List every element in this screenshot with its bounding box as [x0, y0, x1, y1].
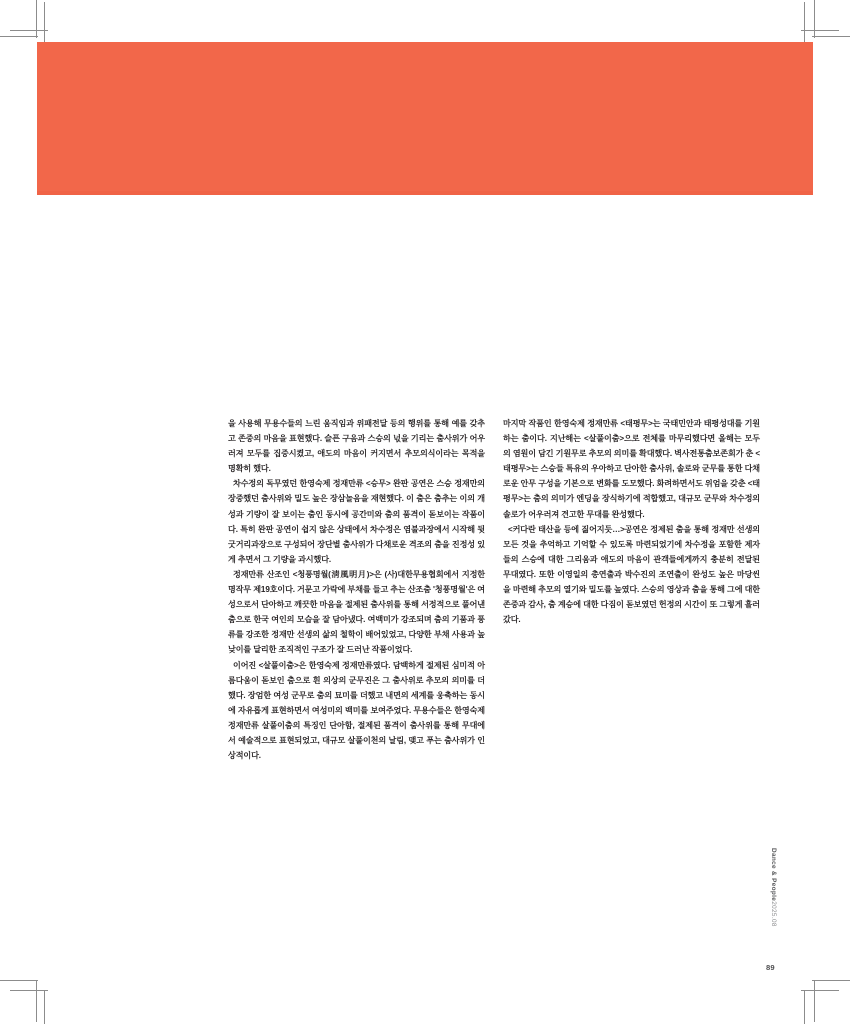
- paragraph: <커다란 태산을 등에 짊어지듯…>공연은 정제된 춤을 통해 정재만 선생의 모든 것을 추억하고 기억할 수 있도록 마련되었기에 차수정을 포함한 제자들의 스승에 대한 그리움과 애도의 마음이 관객들에게까지 충분히 전달된 무대였다. 또한 이영일의 총연출과 박수진의 조연출이 완성도 높은 마당씬을 마련해 추모의 열기와 밀도를 높였다. 스승의 영상과 춤을 통해 그에 대한 존중과 감사, 춤 계승에 대한 다짐이 돋보였던 헌정의 시간이 또 그렇게 흘러갔다.: [503, 524, 760, 625]
- crop-mark-top-right-vertical: [814, 0, 815, 38]
- running-foot-text: [766, 848, 780, 927]
- paragraph: 정재만류 산조인 <청풍명월(淸風明月)>은 (사)대한무용협회에서 지정한 명작무 제19호이다. 거문고 가락에 부채를 들고 추는 산조춤 '청풍명월'은 여성으로서 단아하고 깨끗한 마음을 절제된 춤사위를 통해 서정적으로 풀어낸 춤으로 한국 여인의 모습을 잘 담아냈다. 여백미가 강조되며 춤의 기품과 풍류를 강조한 정재만 선생의 삶의 철학이 배어있었고, 다양한 부채 사용과 높낮이를 달리한 조직적인 구조가 잘 드러난 작품이었다.: [228, 569, 485, 655]
- crop-mark-top-right-horizontal-inner: [801, 30, 839, 31]
- article-body: [228, 416, 761, 763]
- crop-mark-top-left-vertical-inner: [44, 2, 45, 42]
- article-column-left: [228, 416, 485, 763]
- crop-mark-bottom-left-vertical-inner: [44, 990, 45, 1024]
- masthead-band-edge: [37, 191, 813, 195]
- crop-mark-top-right-vertical-inner: [804, 2, 805, 42]
- crop-mark-bottom-left-horizontal: [0, 980, 38, 981]
- masthead-color-band: [37, 42, 813, 195]
- crop-mark-bottom-right-vertical-inner: [804, 990, 805, 1024]
- crop-mark-bottom-left-horizontal-inner: [10, 990, 48, 991]
- paragraph: 을 사용해 무용수들의 느린 움직임과 위패전달 등의 행위를 통해 예를 갖추고 존중의 마음을 표현했다. 슬픈 구음과 스승의 넋을 기리는 춤사위가 어우러져 모두를 집중시켰고, 애도의 마음이 커지면서 추모의식이라는 목적을 명확히 했다.: [228, 419, 485, 474]
- crop-mark-bottom-right-vertical: [814, 980, 815, 1022]
- crop-mark-top-right-horizontal: [812, 36, 850, 37]
- crop-mark-bottom-left-vertical: [36, 980, 37, 1022]
- crop-mark-top-left-vertical: [36, 0, 37, 38]
- paragraph: 이어진 <살풀이춤>은 한영숙제 정재만류였다. 담백하게 절제된 심미적 아름다움이 돋보인 춤으로 흰 의상의 군무진은 그 춤사위로 추모의 의미를 더했다. 장엄한 여성 군무로 춤의 묘미를 더했고 내면의 세계를 웅축하는 동시에 자유롭게 표현하면서 여성미의 백미를 보여주었다. 무용수들은 한영숙제 정재만류 살풀이춤의 특징인 단아함, 절제된 품격이 춤사위를 통해 무대에서 예술적으로 표현되었고, 대규모 살풀이천의 날림, 맺고 푸는 춤사위가 인상적이다.: [228, 660, 485, 761]
- paragraph: 차수정의 독무였던 한영숙제 정재만류 <승무> 완판 공연은 스승 정재만의 장중했던 춤사위와 밀도 높은 장삼놀음을 재현했다. 이 춤은 춤추는 이의 개성과 기량이 잘 보이는 춤인 동시에 공간미와 춤의 품격이 돋보이는 작품이다. 특히 완판 공연이 쉽지 않은 상태에서 차수정은 염불과장에서 시작해 뒷굿거리과장으로 구성되어 장단별 춤사위가 다채로운 격조의 춤을 진정성 있게 추면서 그 기량을 과시했다.: [228, 479, 485, 564]
- paragraph: 마지막 작품인 한영숙제 정재만류 <태평무>는 국태민안과 태평성대를 기원하는 춤이다. 지난해는 <살풀이춤>으로 전체를 마무리했다면 올해는 모두의 염원이 담긴 기원무로 추모의 의미를 확대했다. 벽사전통춤보존회가 춘 <태평무>는 스승들 특유의 우아하고 단아한 춤사위, 솔로와 군무를 통한 다채로운 안무 구성을 기본으로 변화를 도모했다. 화려하면서도 위엄을 갖춘 <태평무>는 춤의 의미가 엔딩을 장식하기에 적합했고, 대규모 군무와 차수정의 솔로가 어우러져 견고한 무대를 완성했다.: [503, 419, 760, 519]
- crop-mark-bottom-right-horizontal-inner: [801, 990, 839, 991]
- crop-mark-top-left-horizontal: [0, 36, 38, 37]
- publication-name: Dance & People: [770, 848, 777, 902]
- issue-date: 2025.08: [770, 901, 777, 927]
- running-foot: [766, 848, 780, 927]
- page-number: 89: [766, 963, 775, 972]
- article-column-right: [503, 416, 760, 627]
- crop-mark-bottom-right-horizontal: [812, 980, 850, 981]
- crop-mark-top-left-horizontal-inner: [10, 30, 48, 31]
